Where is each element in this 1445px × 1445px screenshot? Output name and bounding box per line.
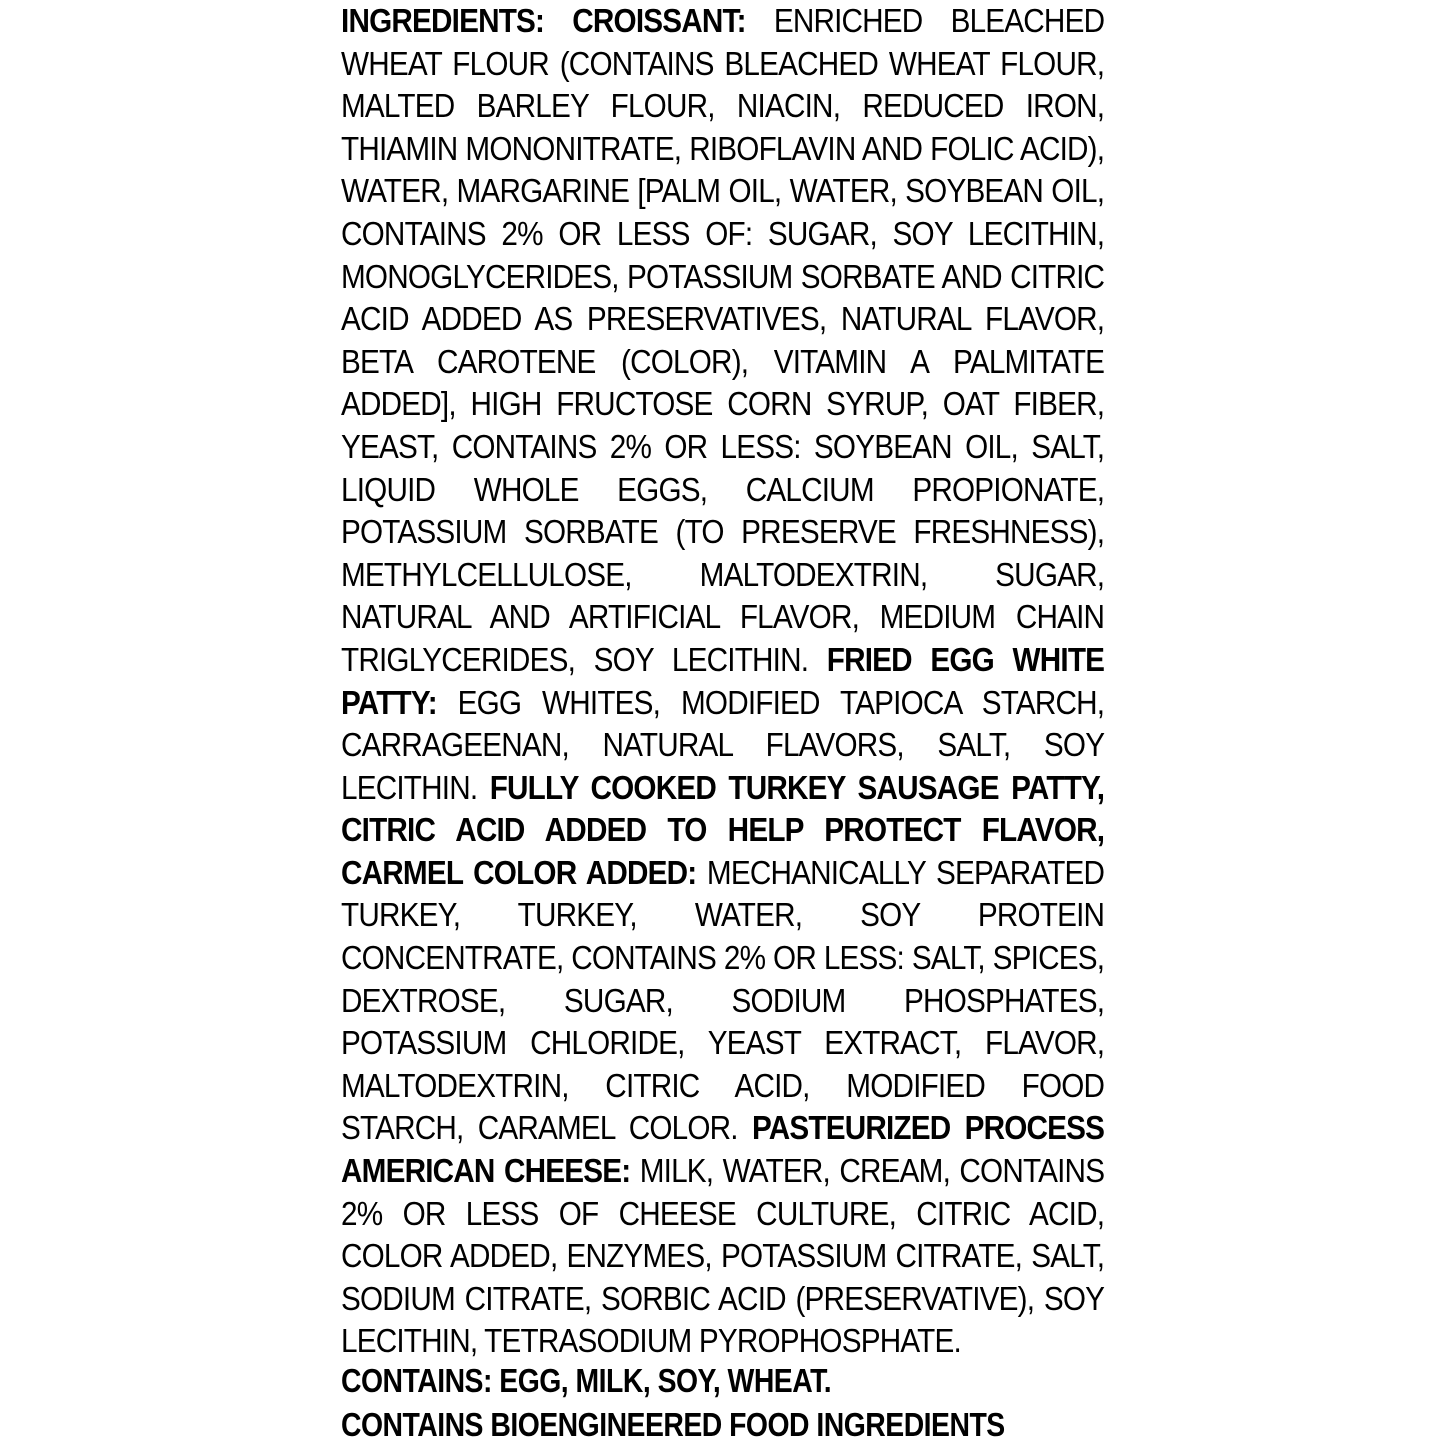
sausage-ingredients: MECHANICALLY SEPARATED TURKEY, TURKEY, WATER, SOY PROTEIN CONCENTRATE, CONTAINS 2% OR LESS: SALT, SPICES, DEXTROSE, SUGAR, SODIUM PHOSPHATES, POTASSIUM CHLORIDE, YEAST EXTRACT, FLAVOR, MALTODEXTRIN, CITRIC ACID, MODIFIED FOOD STARCH, CARAMEL COLOR. <box>341 853 1105 1147</box>
egg-patty-heading: FRIED EGG WHITE PATTY: <box>341 640 1105 721</box>
cheese-heading: PASTEURIZED PROCESS AMERICAN CHEESE: <box>341 1109 1105 1190</box>
ingredient-label <box>341 0 1104 1445</box>
croissant-ingredients: ENRICHED BLEACHED WHEAT FLOUR (CONTAINS BLEACHED WHEAT FLOUR, MALTED BARLEY FLOUR, NIACIN, REDUCED IRON, THIAMIN MONONITRATE, RIBOFLAVIN AND FOLIC ACID), WATER, MARGARINE [PALM OIL, WATER, SOYBEAN OIL, CONTAINS 2% OR LESS OF: SUGAR, SOY LECITHIN, MONOGLYCERIDES, POTASSIUM SORBATE AND CITRIC ACID ADDED AS PRESERVATIVES, NATURAL FLAVOR, BETA CAROTENE (COLOR), VITAMIN A PALMITATE ADDED], HIGH FRUCTOSE CORN SYRUP, OAT FIBER, YEAST, CONTAINS 2% OR LESS: SOYBEAN OIL, SALT, LIQUID WHOLE EGGS, CALCIUM PROPIONATE, POTASSIUM SORBATE (TO PRESERVE FRESHNESS), METHYLCELLULOSE, MALTODEXTRIN, SUGAR, NATURAL AND ARTIFICIAL FLAVOR, MEDIUM CHAIN TRIGLYCERIDES, SOY LECITHIN. <box>341 2 1105 678</box>
ingredients-paragraph <box>341 0 1104 1363</box>
bioengineered-statement: CONTAINS BIOENGINEERED FOOD INGREDIENTS <box>341 1406 1005 1443</box>
ingredients-heading: INGREDIENTS: CROISSANT: <box>341 2 774 39</box>
allergen-statement: CONTAINS: EGG, MILK, SOY, WHEAT. <box>341 1362 832 1399</box>
sausage-heading: FULLY COOKED TURKEY SAUSAGE PATTY, CITRIC ACID ADDED TO HELP PROTECT FLAVOR, CARMEL COLOR ADDED: <box>341 768 1105 891</box>
cheese-ingredients: MILK, WATER, CREAM, CONTAINS 2% OR LESS OF CHEESE CULTURE, CITRIC ACID, COLOR ADDED, ENZYMES, POTASSIUM CITRATE, SALT, SODIUM CITRATE, SORBIC ACID (PRESERVATIVE), SOY LECITHIN, TETRASODIUM PYROPHOSPHATE. <box>341 1152 1105 1360</box>
egg-patty-ingredients: EGG WHITES, MODIFIED TAPIOCA STARCH, CARRAGEENAN, NATURAL FLAVORS, SALT, SOY LECITHIN. <box>341 683 1105 806</box>
